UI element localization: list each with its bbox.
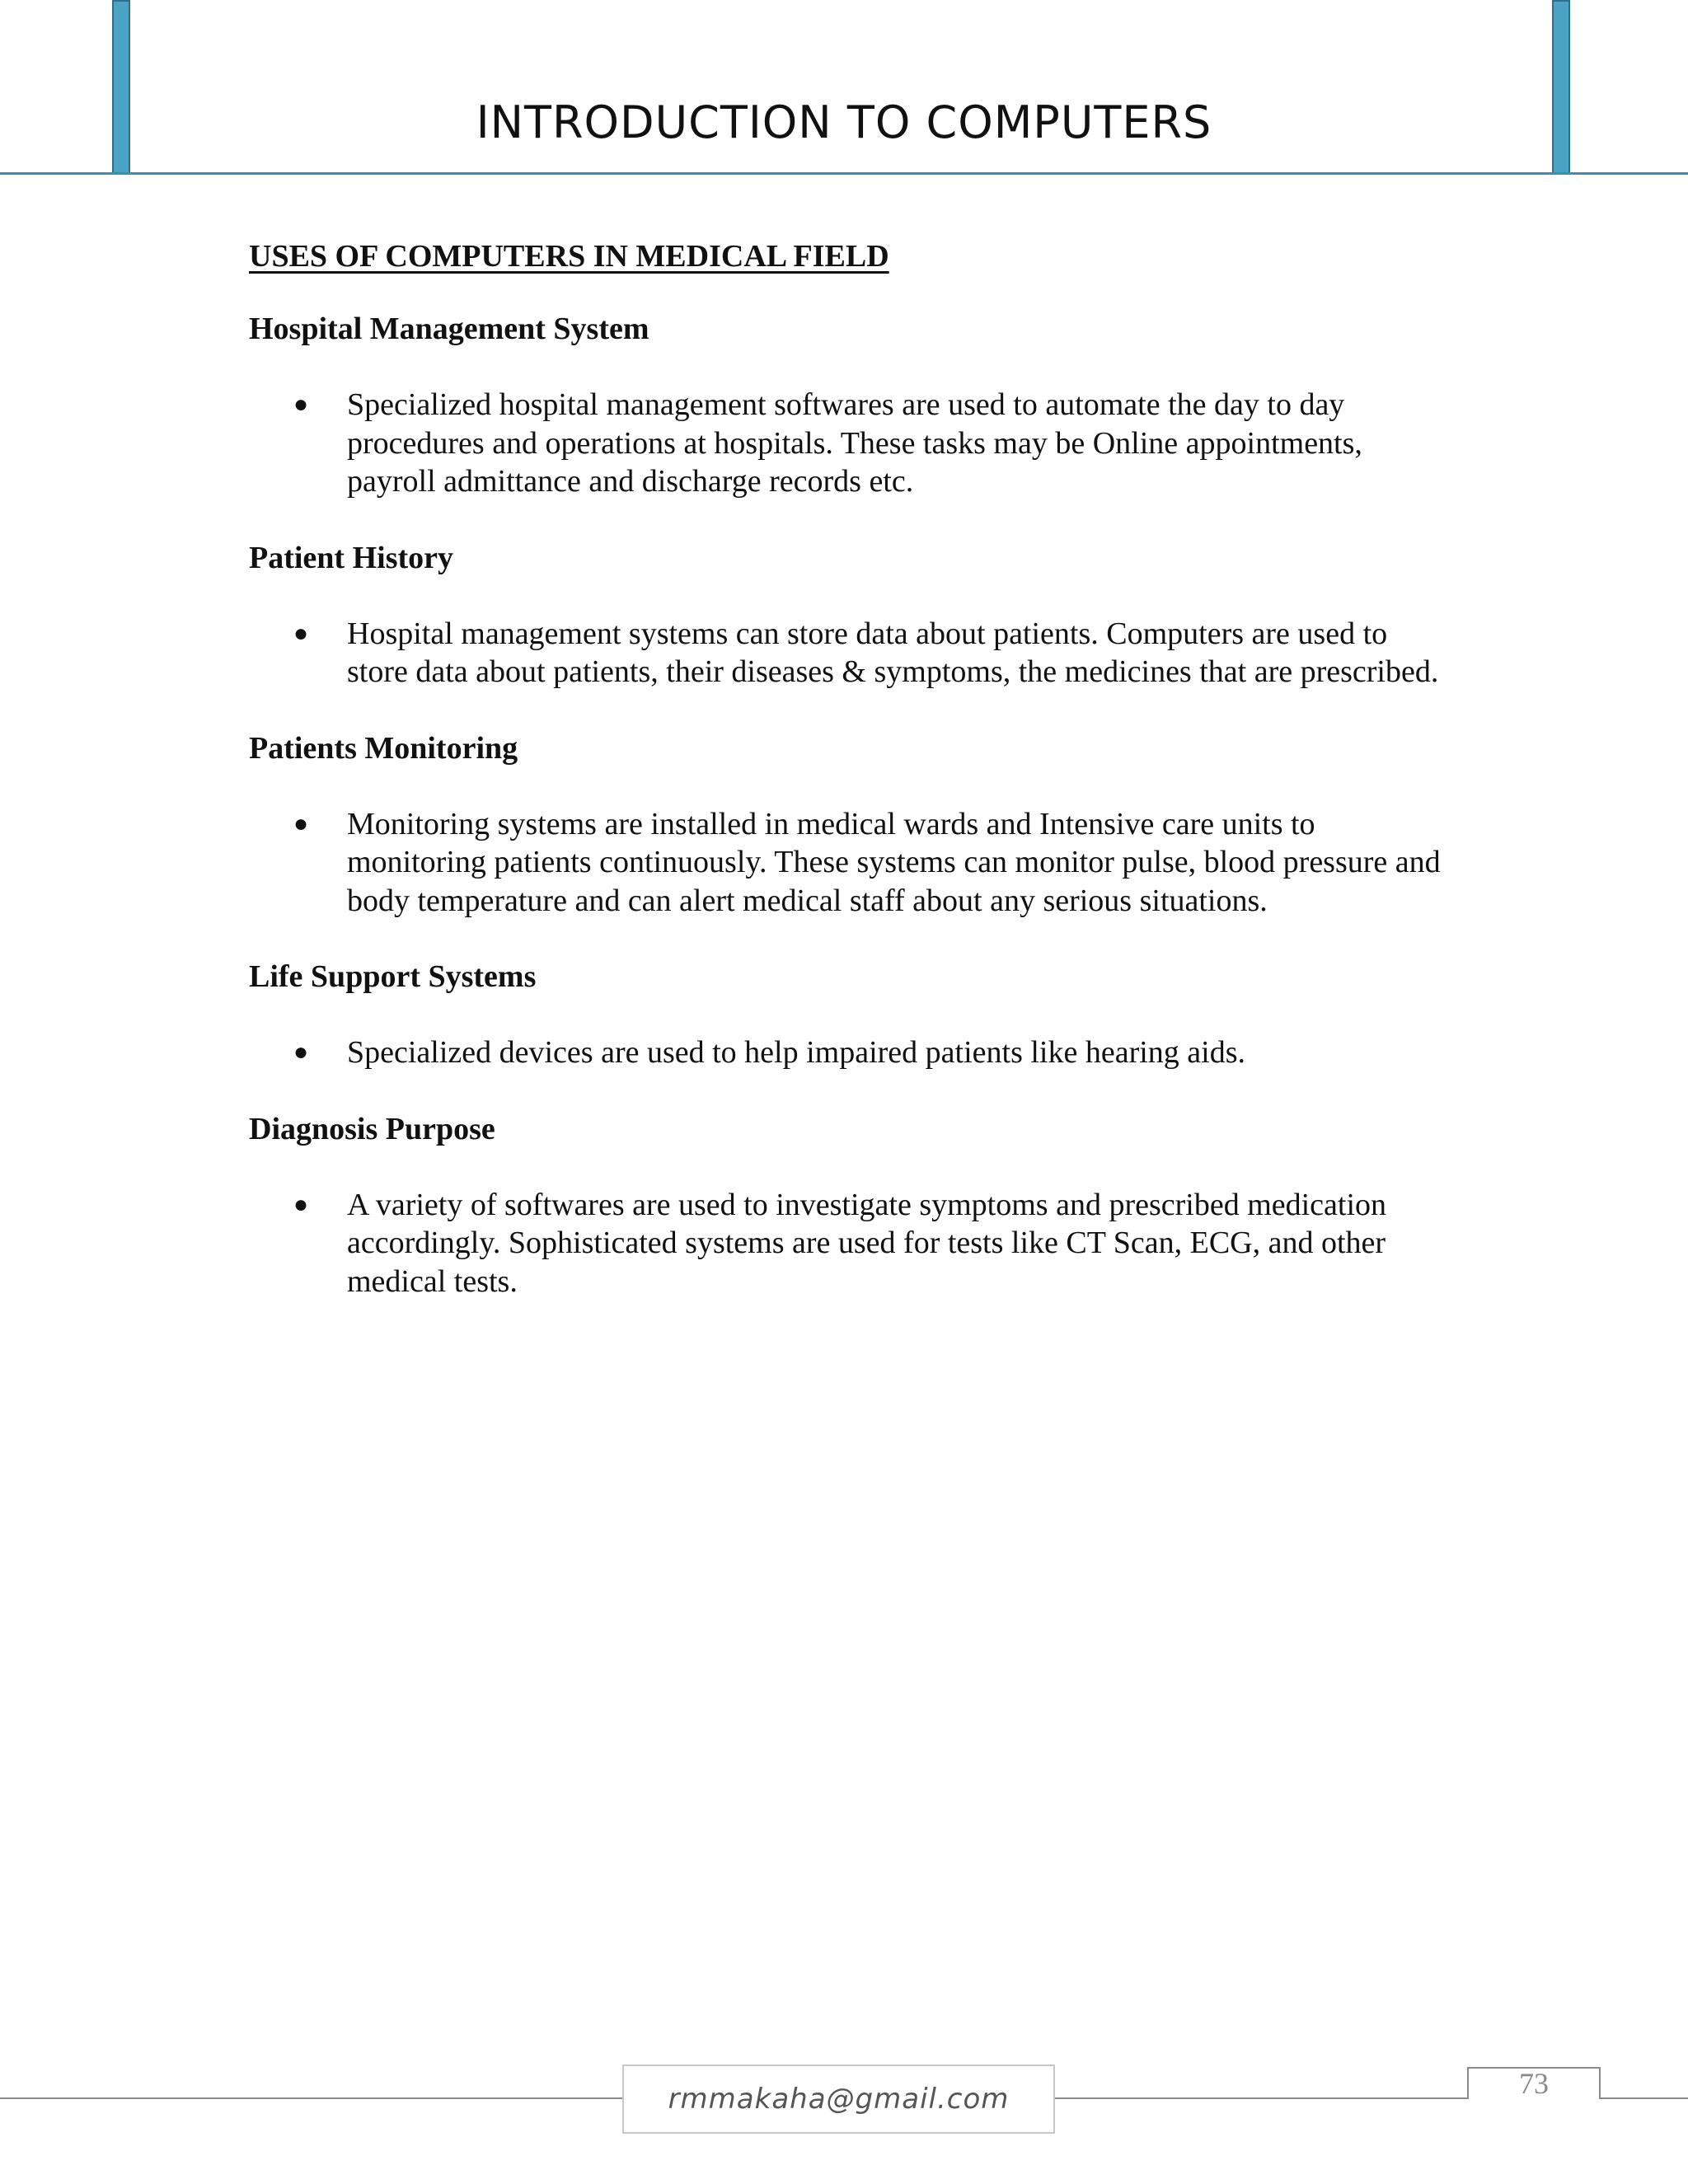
bullet-text: A variety of softwares are used to investigate symptoms and prescribed medication accordingly. Sophisticated systems are used for tests like CT Scan, ECG, and other medical tests.: [347, 1187, 1387, 1299]
section-title: USES OF COMPUTERS IN MEDICAL FIELD: [249, 239, 889, 274]
header-rule: [0, 172, 1688, 175]
section-hospital-management: [249, 308, 1444, 501]
list-item: [249, 1033, 1444, 1072]
header-left-accent-bar: [112, 0, 130, 175]
section-patients-monitoring: [249, 728, 1444, 921]
bullet-list: [249, 615, 1444, 691]
sub-heading: Patient History: [249, 540, 454, 575]
list-item: [249, 386, 1444, 501]
bullet-text: Hospital management systems can store data about patients. Computers are used to store data about patients, their diseases & symptoms, the medicines that are prescribed.: [347, 616, 1439, 689]
sub-heading: Hospital Management System: [249, 312, 649, 346]
bullet-list: [249, 1186, 1444, 1301]
list-item: [249, 1186, 1444, 1301]
bullet-list: [249, 805, 1444, 921]
bullet-icon: ●: [293, 619, 309, 647]
bullet-list: [249, 386, 1444, 501]
bullet-list: [249, 1033, 1444, 1072]
bullet-icon: ●: [293, 1190, 309, 1218]
sub-heading: Diagnosis Purpose: [249, 1111, 495, 1146]
sub-heading: Life Support Systems: [249, 959, 537, 994]
section-life-support: [249, 956, 1444, 1072]
footer-email: rmmakaha@gmail.com: [622, 2064, 1055, 2134]
bullet-text: Specialized hospital management softwares are used to automate the day to day procedures and operations at hospitals. These tasks may be Online appointments, payroll admittance and discharge records etc.: [347, 387, 1362, 499]
footer-rule-left: [0, 2097, 622, 2099]
section-diagnosis-purpose: [249, 1108, 1444, 1301]
list-item: [249, 615, 1444, 691]
footer-rule-right: [1599, 2097, 1688, 2099]
page-number: 73: [1519, 2067, 1549, 2100]
bullet-icon: ●: [293, 391, 309, 418]
sub-heading: Patients Monitoring: [249, 730, 518, 766]
bullet-text: Specialized devices are used to help impaired patients like hearing aids.: [347, 1035, 1245, 1070]
footer-rule-middle: [1055, 2097, 1467, 2099]
header-right-accent-bar: [1552, 0, 1570, 175]
bullet-icon: ●: [293, 809, 309, 837]
section-patient-history: [249, 537, 1444, 691]
list-item: [249, 805, 1444, 921]
page-header-title: INTRODUCTION TO COMPUTERS: [476, 96, 1212, 148]
bullet-text: Monitoring systems are installed in medical wards and Intensive care units to monitoring patients continuously. These systems can monitor pulse, blood pressure and body temperature and can alert medical staff about any serious situations.: [347, 806, 1441, 918]
bullet-icon: ●: [293, 1038, 309, 1066]
page-content: [249, 236, 1444, 1337]
